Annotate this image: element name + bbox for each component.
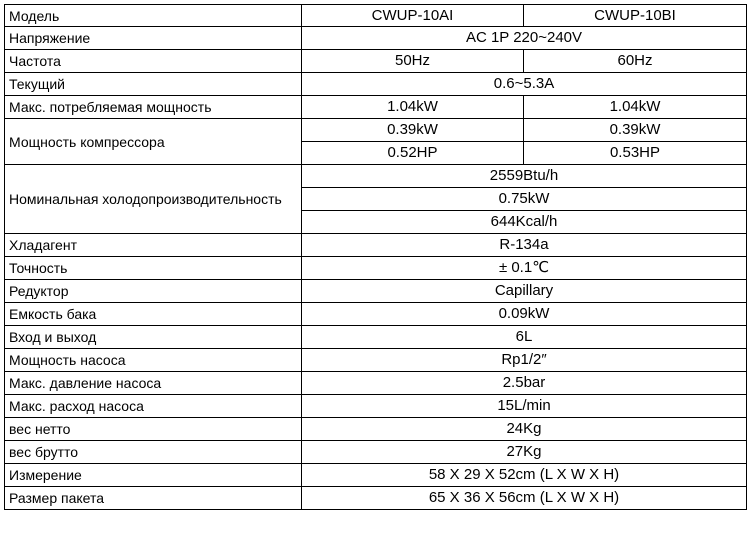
- table-row-max-pump-pressure: [5, 372, 747, 395]
- value-refrigerant: R-134a: [302, 234, 747, 257]
- table-row-max-pump-flow: [5, 395, 747, 418]
- table-row-gross-weight: [5, 441, 747, 464]
- table-row-voltage: [5, 27, 747, 50]
- label-pump-power: Мощность насоса: [5, 349, 302, 372]
- table-row-pump-power: [5, 349, 747, 372]
- value-compressor-hp-b: 0.53HP: [524, 142, 747, 165]
- label-model: Модель: [5, 5, 302, 27]
- table-row-precision: [5, 257, 747, 280]
- table-row-reducer: [5, 280, 747, 303]
- table-row-compressor-power-kw: [5, 119, 747, 142]
- value-cooling-kw: 0.75kW: [302, 188, 747, 211]
- value-frequency-b: 60Hz: [524, 50, 747, 73]
- value-cooling-btu: 2559Btu/h: [302, 165, 747, 188]
- table-row-package-size: [5, 487, 747, 510]
- value-compressor-hp-a: 0.52HP: [302, 142, 524, 165]
- value-model-a: CWUP-10AI: [302, 5, 524, 27]
- label-max-pump-pressure: Макс. давление насоса: [5, 372, 302, 395]
- value-inlet-outlet: 6L: [302, 326, 747, 349]
- table-row-frequency: [5, 50, 747, 73]
- table-row-current: [5, 73, 747, 96]
- table-row-dimensions: [5, 464, 747, 487]
- value-current: 0.6~5.3A: [302, 73, 747, 96]
- value-pump-power: Rp1/2″: [302, 349, 747, 372]
- table-row-model: [5, 5, 747, 27]
- label-compressor-power: Мощность компрессора: [5, 119, 302, 165]
- label-package-size: Размер пакета: [5, 487, 302, 510]
- label-max-power: Макс. потребляемая мощность: [5, 96, 302, 119]
- label-voltage: Напряжение: [5, 27, 302, 50]
- specifications-table: [4, 4, 747, 510]
- value-model-b: CWUP-10BI: [524, 5, 747, 27]
- label-tank-capacity: Емкость бака: [5, 303, 302, 326]
- label-net-weight: вес нетто: [5, 418, 302, 441]
- value-cooling-kcal: 644Kcal/h: [302, 211, 747, 234]
- value-reducer: Capillary: [302, 280, 747, 303]
- label-current: Текущий: [5, 73, 302, 96]
- label-max-pump-flow: Макс. расход насоса: [5, 395, 302, 418]
- table-row-net-weight: [5, 418, 747, 441]
- value-compressor-kw-b: 0.39kW: [524, 119, 747, 142]
- value-max-pump-pressure: 2.5bar: [302, 372, 747, 395]
- value-gross-weight: 27Kg: [302, 441, 747, 464]
- value-tank-capacity: 0.09kW: [302, 303, 747, 326]
- label-gross-weight: вес брутто: [5, 441, 302, 464]
- value-precision: ± 0.1℃: [302, 257, 747, 280]
- table-row-inlet-outlet: [5, 326, 747, 349]
- label-reducer: Редуктор: [5, 280, 302, 303]
- table-row-refrigerant: [5, 234, 747, 257]
- label-dimensions: Измерение: [5, 464, 302, 487]
- label-cooling-capacity: Номинальная холодопроизводительность: [5, 165, 302, 234]
- value-net-weight: 24Kg: [302, 418, 747, 441]
- value-max-pump-flow: 15L/min: [302, 395, 747, 418]
- value-voltage: AC 1P 220~240V: [302, 27, 747, 50]
- value-dimensions: 58 X 29 X 52cm (L X W X H): [302, 464, 747, 487]
- table-row-tank-capacity: [5, 303, 747, 326]
- value-package-size: 65 X 36 X 56cm (L X W X H): [302, 487, 747, 510]
- label-precision: Точность: [5, 257, 302, 280]
- value-compressor-kw-a: 0.39kW: [302, 119, 524, 142]
- value-frequency-a: 50Hz: [302, 50, 524, 73]
- table-row-cooling-btu: [5, 165, 747, 188]
- table-row-max-power: [5, 96, 747, 119]
- value-max-power-a: 1.04kW: [302, 96, 524, 119]
- label-inlet-outlet: Вход и выход: [5, 326, 302, 349]
- value-max-power-b: 1.04kW: [524, 96, 747, 119]
- label-refrigerant: Хладагент: [5, 234, 302, 257]
- label-frequency: Частота: [5, 50, 302, 73]
